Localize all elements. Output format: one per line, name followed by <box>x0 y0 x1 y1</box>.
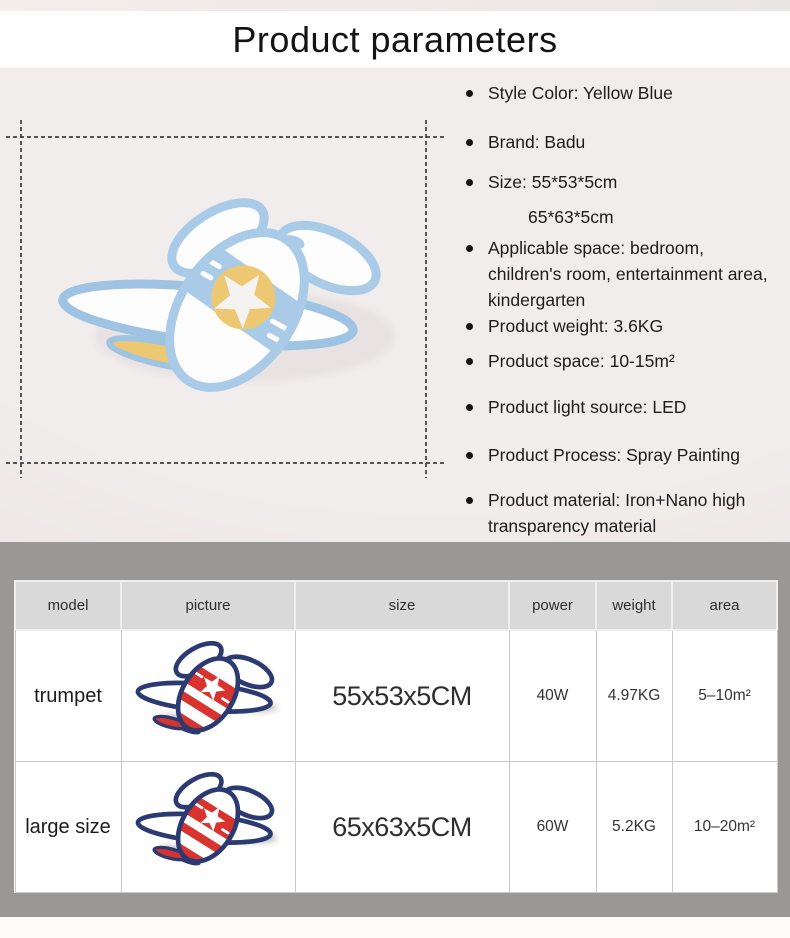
column-header-weight: weight <box>596 581 672 630</box>
bullet-icon <box>466 358 473 365</box>
table-row <box>15 762 777 893</box>
cell-area: 10–20m² <box>672 762 777 893</box>
cell-size: 65x63x5CM <box>295 762 509 893</box>
bullet-icon <box>466 245 473 252</box>
table-row <box>15 630 777 762</box>
blue-airplane-figure <box>0 68 470 542</box>
spec-text: Product space: 10-15m² <box>488 351 675 371</box>
bullet-icon <box>466 179 473 186</box>
cell-picture <box>121 762 295 893</box>
spec-item-space <box>458 348 782 374</box>
cell-area: 5–10m² <box>672 630 777 762</box>
bullet-icon <box>466 323 473 330</box>
upper-section <box>0 68 790 542</box>
bullet-icon <box>466 497 473 504</box>
spec-item-process <box>458 442 782 468</box>
spec-list <box>458 80 782 539</box>
red-airplane-picture <box>133 641 283 746</box>
column-header-picture: picture <box>121 581 295 630</box>
spec-item-weight <box>458 313 782 339</box>
bottom-strip <box>0 917 790 938</box>
bullet-icon <box>466 139 473 146</box>
spec-text: Applicable space: bedroom, children's room, entertainment area, kindergarten <box>488 238 768 310</box>
spec-text: Style Color: Yellow Blue <box>488 83 673 103</box>
cell-power: 40W <box>509 630 596 762</box>
bullet-icon <box>466 90 473 97</box>
red-airplane-picture <box>133 772 283 877</box>
page-title: Product parameters <box>232 18 558 60</box>
bullet-icon <box>466 404 473 411</box>
product-figure <box>0 68 470 542</box>
cell-picture <box>121 630 295 762</box>
blue-airplane-lamp <box>60 188 395 414</box>
title-band <box>0 11 790 68</box>
spec-item-size <box>458 169 782 230</box>
spec-text: Product Process: Spray Painting <box>488 445 740 465</box>
spec-size-second-line: 65*63*5cm <box>528 207 614 227</box>
top-strip <box>0 0 790 11</box>
spec-item-brand <box>458 129 782 155</box>
column-header-model: model <box>15 581 121 630</box>
column-header-area: area <box>672 581 777 630</box>
column-header-power: power <box>509 581 596 630</box>
spec-text: Product material: Iron+Nano high transparency material <box>488 490 746 536</box>
spec-text: Size: 55*53*5cm <box>488 172 618 192</box>
bullet-icon <box>466 452 473 459</box>
cell-size: 55x53x5CM <box>295 630 509 762</box>
spec-text: Brand: Badu <box>488 132 586 152</box>
cell-weight: 4.97KG <box>596 630 672 762</box>
table-band <box>0 542 790 917</box>
cell-model: large size <box>15 762 121 893</box>
cell-model: trumpet <box>15 630 121 762</box>
spec-item-light-source <box>458 394 782 420</box>
column-header-size: size <box>295 581 509 630</box>
cell-power: 60W <box>509 762 596 893</box>
spec-text: Product light source: LED <box>488 397 687 417</box>
table-header-row <box>15 581 777 630</box>
spec-item-applicable-space <box>458 235 782 313</box>
spec-text: Product weight: 3.6KG <box>488 316 664 336</box>
spec-item-material <box>458 487 782 539</box>
cell-weight: 5.2KG <box>596 762 672 893</box>
spec-item-style-color <box>458 80 782 106</box>
spec-table <box>14 580 778 893</box>
